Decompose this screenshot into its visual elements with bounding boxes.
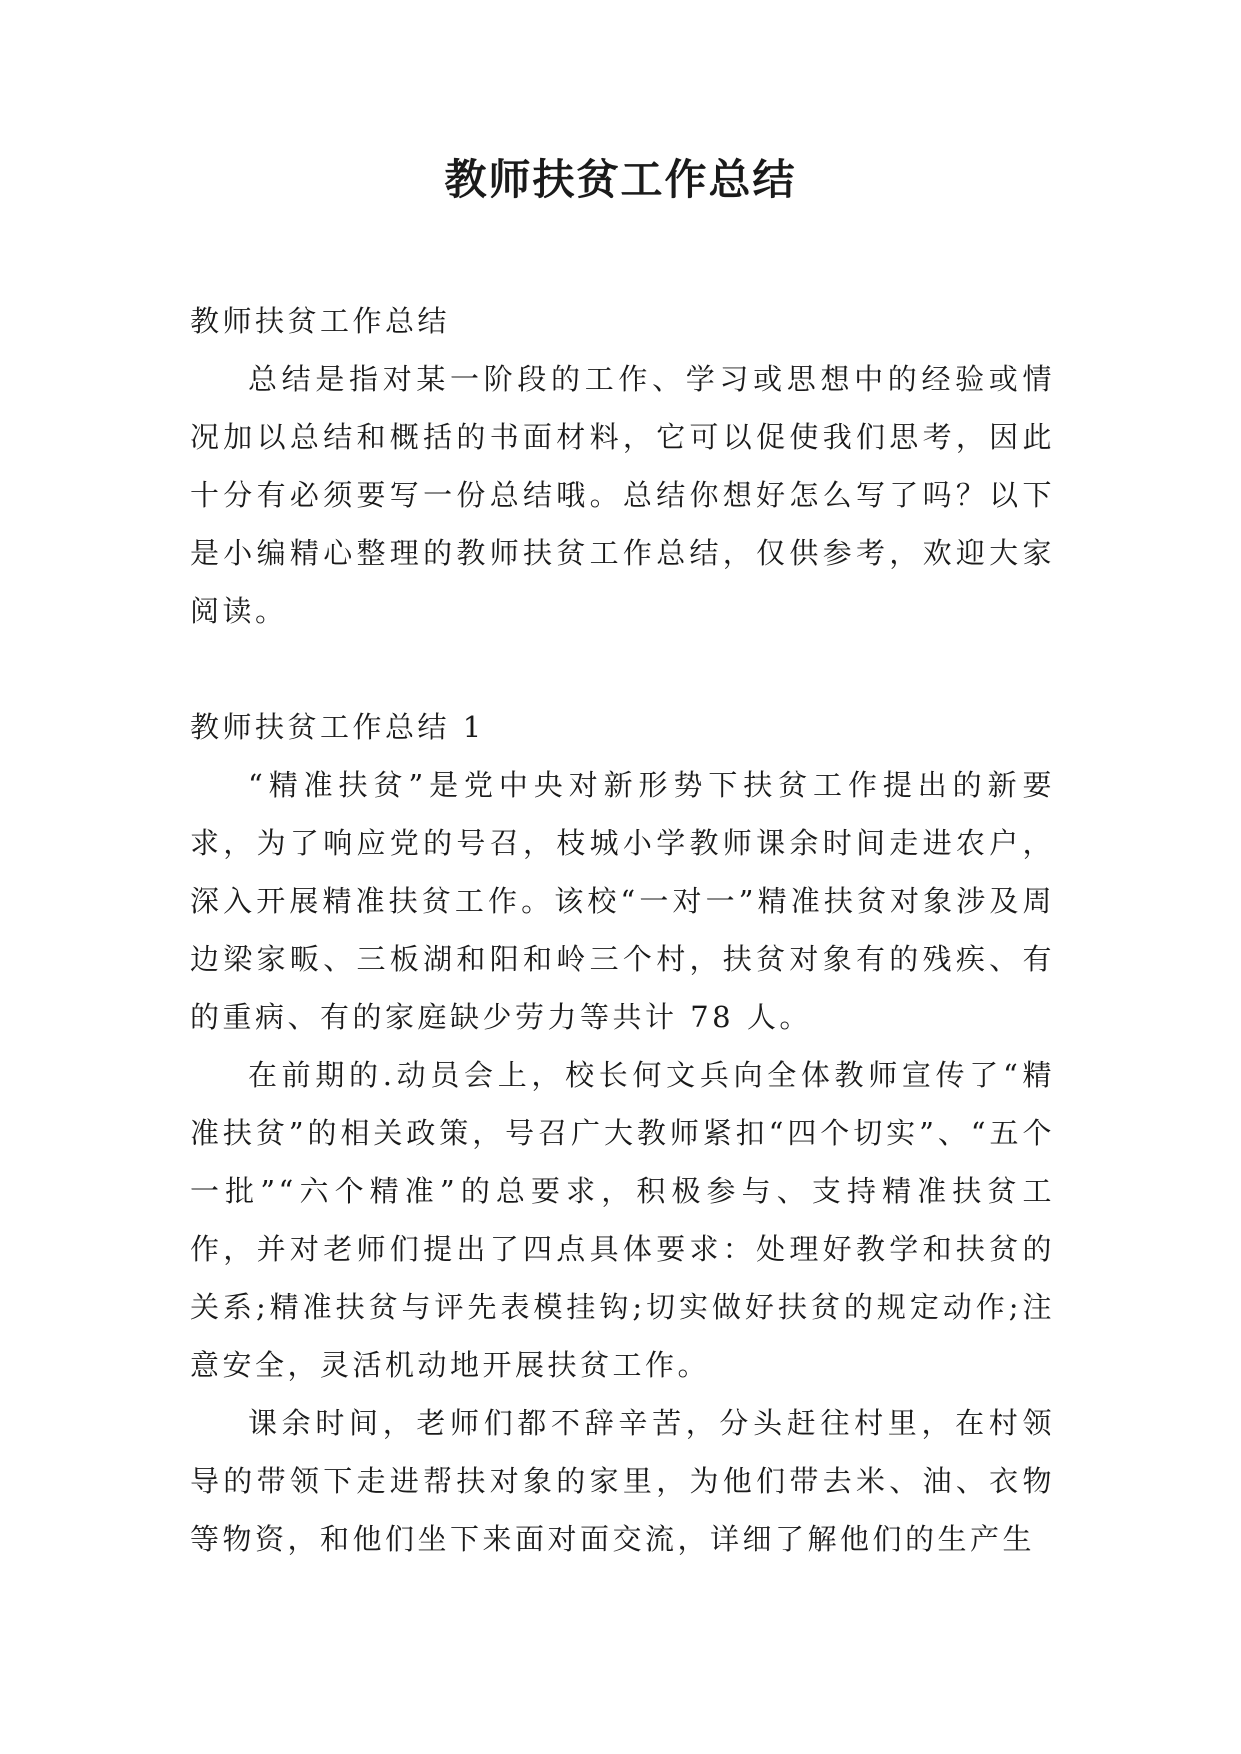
section1-paragraph: 在前期的.动员会上，校长何文兵向全体教师宣传了“精准扶贫”的相关政策，号召广大教师紧扣“四个切实”、“五个一批”“六个精准”的总要求，积极参与、支持精准扶贫工作，并对老师们提出了四点具体要求：处理好教学和扶贫的关系;精准扶贫与评先表模挂钩;切实做好扶贫的规定动作;注意安全，灵活机动地开展扶贫工作。: [190, 1058, 1055, 1382]
section1-paragraph: “精准扶贫”是党中央对新形势下扶贫工作提出的新要求，为了响应党的号召，枝城小学教师课余时间走进农户，深入开展精准扶贫工作。该校“一对一”精准扶贫对象涉及周边梁家畈、三板湖和阳和岭三个村，扶贫对象有的残疾、有的重病、有的家庭缺少劳力等共计 78 人。: [190, 768, 1055, 1034]
intro-heading: 教师扶贫工作总结: [190, 304, 451, 338]
document-body: [190, 292, 1055, 1568]
intro-paragraph: 总结是指对某一阶段的工作、学习或思想中的经验或情况加以总结和概括的书面材料，它可以促使我们思考，因此十分有必须要写一份总结哦。总结你想好怎么写了吗？以下是小编精心整理的教师扶贫工作总结，仅供参考，欢迎大家阅读。: [190, 362, 1055, 628]
section-spacer: [190, 640, 1055, 698]
document-title: 教师扶贫工作总结: [444, 155, 797, 204]
section1-heading: 教师扶贫工作总结 1: [190, 710, 485, 744]
section1-paragraph: 课余时间，老师们都不辞辛苦，分头赶往村里，在村领导的带领下走进帮扶对象的家里，为他们带去米、油、衣物等物资，和他们坐下来面对面交流，详细了解他们的生产生: [190, 1406, 1055, 1556]
